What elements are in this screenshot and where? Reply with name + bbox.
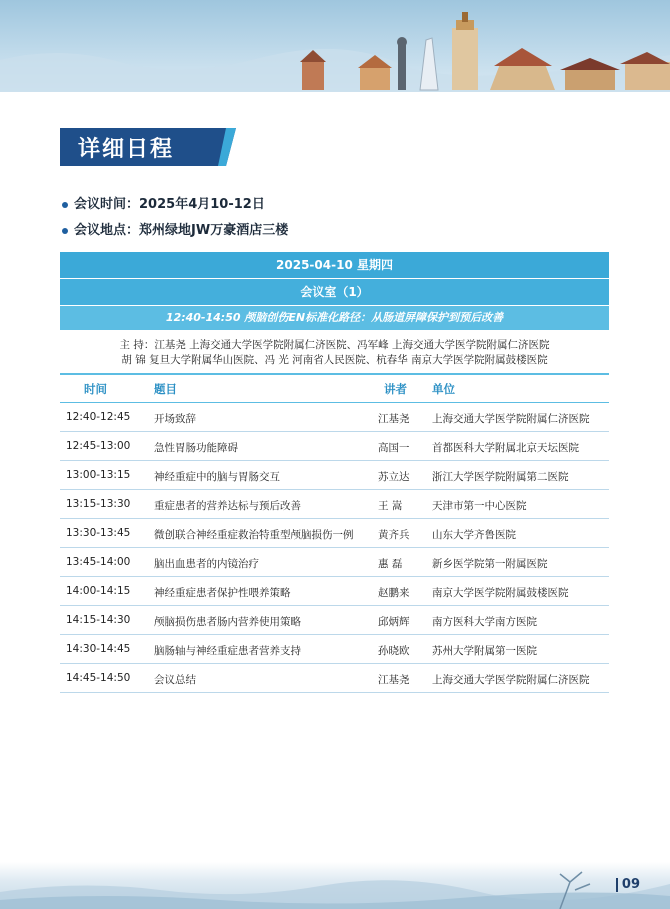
table-row [60,548,609,577]
row-time: 13:30-13:45 [66,527,131,539]
row-topic: 重症患者的营养达标与预后改善 [154,500,301,512]
table-row [60,577,609,606]
row-topic: 神经重症患者保护性喂养策略 [154,587,291,599]
row-speaker: 江基尧 [378,674,410,686]
row-speaker: 苏立达 [378,471,410,483]
table-row [60,606,609,635]
row-time: 14:00-14:15 [66,585,131,597]
row-speaker: 惠 磊 [378,558,403,570]
row-time: 12:40-12:45 [66,411,131,423]
row-speaker: 黄齐兵 [378,529,410,541]
row-speaker: 江基尧 [378,413,410,425]
row-unit: 新乡医学院第一附属医院 [432,558,548,570]
row-unit: 上海交通大学医学院附属仁济医院 [432,413,590,425]
row-speaker: 赵鹏来 [378,587,410,599]
row-topic: 开场致辞 [154,413,196,425]
row-topic: 会议总结 [154,674,196,686]
page-number: 09 [616,878,640,892]
table-row [60,519,609,548]
row-time: 13:15-13:30 [66,498,131,510]
meeting-place-label: 会议地点： [74,223,140,238]
bullet-icon [62,228,68,234]
row-speaker: 王 嵩 [378,500,403,512]
date-bar: 2025-04-10 星期四 [60,252,609,278]
table-row [60,635,609,664]
row-unit: 天津市第一中心医院 [432,500,527,512]
session-bar: 12:40-14:50 颅脑创伤EN标准化路径：从肠道屏障保护到预后改善 [60,306,609,330]
row-speaker: 邱炳辉 [378,616,410,628]
row-speaker: 高国一 [378,442,410,454]
meeting-place-value: 郑州绿地JW万豪酒店三楼 [139,223,289,238]
section-title [60,128,236,166]
row-time: 14:30-14:45 [66,643,131,655]
row-speaker: 孙晓欧 [378,645,410,657]
row-time: 13:00-13:15 [66,469,131,481]
row-topic: 脑出血患者的内镜治疗 [154,558,259,570]
table-row [60,461,609,490]
city-skyline-illustration [0,0,670,92]
row-unit: 南京大学医学院附属鼓楼医院 [432,587,569,599]
header-unit: 单位 [432,382,455,396]
header-speaker: 讲者 [384,382,407,396]
meeting-time-label: 会议时间： [74,197,140,212]
bottom-banner [0,862,670,909]
table-row [60,490,609,519]
table-row [60,432,609,461]
bullet-icon [62,202,68,208]
row-unit: 山东大学齐鲁医院 [432,529,516,541]
top-banner [0,0,670,92]
schedule-table [60,373,609,693]
row-time: 13:45-14:00 [66,556,131,568]
row-unit: 南方医科大学南方医院 [432,616,537,628]
row-unit: 上海交通大学医学院附属仁济医院 [432,674,590,686]
meeting-time-value: 2025年4月10-12日 [139,197,265,212]
row-unit: 苏州大学附属第一医院 [432,645,537,657]
header-topic: 题目 [154,382,177,396]
row-time: 14:15-14:30 [66,614,131,626]
page-title: 详细日程 [78,137,175,162]
row-time: 14:45-14:50 [66,672,131,684]
row-topic: 急性胃肠功能障碍 [154,442,238,454]
row-unit: 首都医科大学附属北京天坛医院 [432,442,579,454]
row-topic: 微创联合神经重症救治特重型颅脑损伤一例 [154,529,354,541]
table-header [60,373,609,403]
row-topic: 颅脑损伤患者肠内营养使用策略 [154,616,301,628]
row-topic: 脑肠轴与神经重症患者营养支持 [154,645,301,657]
room-bar: 会议室（1） [60,279,609,305]
header-time: 时间 [84,382,107,396]
row-topic: 神经重症中的脑与胃肠交互 [154,471,280,483]
table-row [60,664,609,693]
row-unit: 浙江大学医学院附属第二医院 [432,471,569,483]
meeting-place [62,219,288,238]
row-time: 12:45-13:00 [66,440,131,452]
mountain-landscape-illustration [0,862,670,909]
chairs-line-1: 主 持：江基尧 上海交通大学医学院附属仁济医院、冯军峰 上海交通大学医学院附属仁济医院 [119,339,550,351]
chairs-line-2: 胡 锦 复旦大学附属华山医院、冯 光 河南省人民医院、杭春华 南京大学医学院附属鼓楼医院 [121,354,548,366]
meeting-time [62,193,265,212]
table-row [60,403,609,432]
